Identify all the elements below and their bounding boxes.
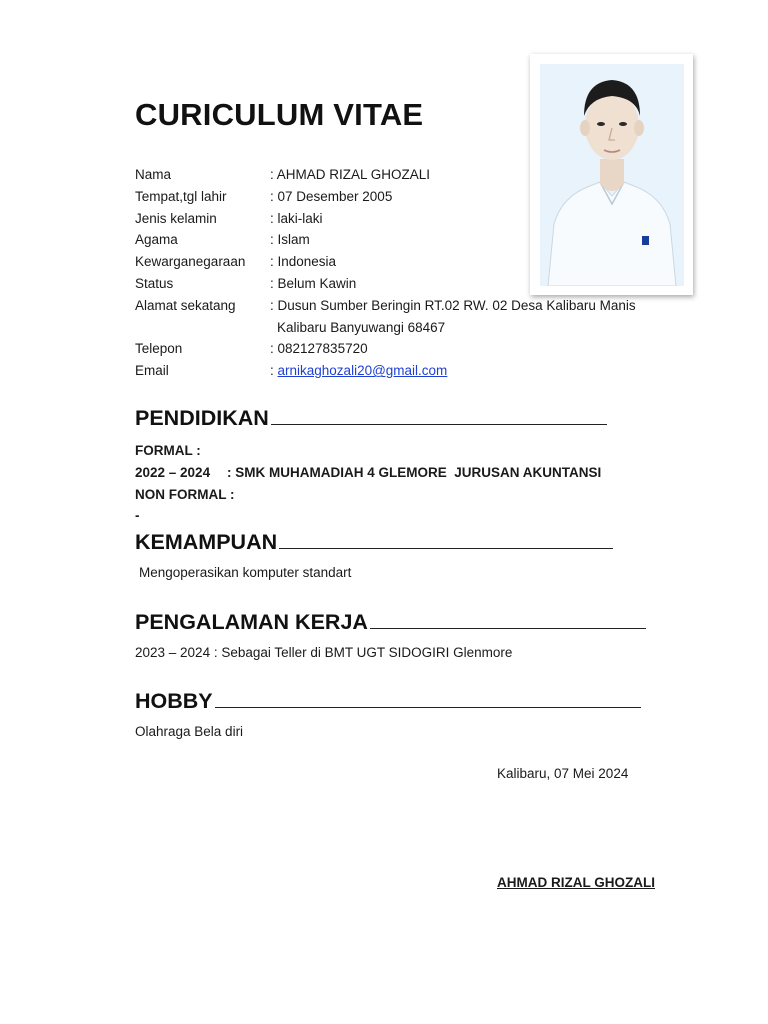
education-block [135,440,601,527]
bio-value: : 07 Desember 2005 [270,188,393,204]
email-link[interactable]: arnikaghozali20@gmail.com [277,363,448,379]
bio-label: Alamat sekatang [135,297,236,313]
section-heading-experience [135,610,646,635]
personal-info [135,164,636,382]
bio-value: : Islam [270,232,310,248]
bio-value: : 082127835720 [270,341,368,357]
bio-value: : AHMAD RIZAL GHOZALI [270,167,431,182]
address-continuation: Kalibaru Banyuwangi 68467 [277,319,446,335]
bio-row-gender [135,208,636,230]
section-heading-education [135,406,607,431]
section-heading-hobby [135,689,641,714]
section-title: PENGALAMAN KERJA [135,610,368,634]
bio-value: : Indonesia [270,254,337,270]
bio-value: : Dusun Sumber Beringin RT.02 RW. 02 Desa Kalibaru Manis [270,297,636,313]
place-date: Kalibaru, 07 Mei 2024 [497,766,629,781]
bio-row-birth [135,186,636,208]
bio-label: Email [135,363,169,379]
bio-value: : laki-laki [270,210,323,226]
bio-row-email [135,360,636,382]
bio-row-phone [135,338,636,360]
hobby-text: Olahraga Bela diri [135,724,244,739]
nonformal-value: - [135,508,140,524]
bio-label: Telepon [135,341,183,357]
heading-underline [271,406,607,425]
bio-row-religion [135,229,636,251]
nonformal-label: NON FORMAL : [135,486,235,502]
formal-years: 2022 – 2024 [135,464,211,480]
heading-underline [215,689,641,708]
section-title: HOBBY [135,689,213,713]
experience-text: 2023 – 2024 : Sebagai Teller di BMT UGT SIDOGIRI Glenmore [135,645,513,660]
formal-entry [135,462,601,484]
bio-label: Nama [135,167,172,182]
signature-name: AHMAD RIZAL GHOZALI [497,875,655,890]
bio-label: Status [135,275,174,291]
section-heading-skills [135,530,613,555]
email-prefix: : [270,363,278,379]
bio-label: Agama [135,232,178,248]
skills-text: Mengoperasikan komputer standart [139,565,352,580]
section-title: KEMAMPUAN [135,530,278,554]
bio-label: Jenis kelamin [135,210,217,226]
bio-row-nationality [135,251,636,273]
formal-label: FORMAL : [135,443,201,458]
heading-underline [370,610,646,629]
document-title: CURICULUM VITAE [135,97,424,132]
section-title: PENDIDIKAN [135,406,269,430]
heading-underline [279,530,613,549]
bio-value [270,360,447,382]
formal-detail: : SMK MUHAMADIAH 4 GLEMORE JURUSAN AKUNTANSI [227,464,602,480]
bio-value: : Belum Kawin [270,275,357,291]
bio-label: Kewarganegaraan [135,254,246,270]
bio-row-status [135,273,636,295]
bio-row-address [135,295,636,317]
bio-row-name [135,164,636,186]
bio-label: Tempat,tgl lahir [135,188,227,204]
